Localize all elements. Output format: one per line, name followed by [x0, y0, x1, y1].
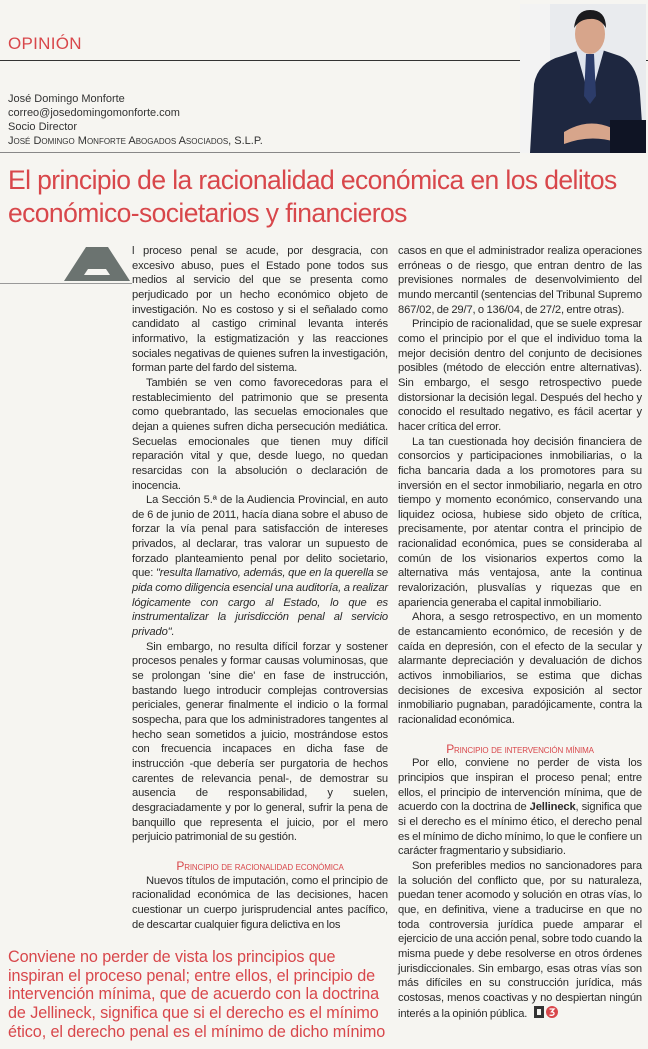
article-title: El principio de la racionalidad económica en los delitos económico-societarios y financieros — [8, 165, 617, 228]
author-firm: José Domingo Monforte Abogados Asociados, S.L.P. — [8, 135, 263, 147]
pull-quote: Conviene no perder de vista los principios que inspiran el proceso penal; entre ellos, el principio de intervención mínima, que de acuerdo con la doctrina de Jellineck, significa que si el derecho es el mínimo ético, el derecho penal es el mínimo de dicho mínimo — [8, 948, 386, 1041]
paragraph-text: Son preferibles medios no sancionadores para la solución del conflicto que, por su naturaleza, puedan tener acomodo y solución en otras vías, lo que, en definitiva, viene a traducirse en que no toda controversia jurídica puede amparar el ejercicio de una acción penal, sobre todo cuando la misma puede y debe resolverse en otros órdenes jurisdiccionales. Sin embargo, esas otras vías son más difíciles en su construcción jurídica, más costosas, menos coactivas y no despiertan ningún interés a la opinión pública. — [398, 859, 642, 1021]
paragraph — [132, 493, 388, 640]
paragraph — [398, 756, 642, 859]
article-body — [0, 164, 648, 1049]
article-columns — [0, 244, 648, 1041]
author-role: Socio Director — [8, 121, 78, 133]
bold-name: Jellineck — [529, 801, 576, 814]
drop-cap-a — [64, 247, 130, 281]
paragraph: Sin embargo, no resulta difícil forzar y sostener procesos penales y formar causas voluminosas, que se prolongan 'sine die' en fase de instrucción, bastando luego introducir complejas controversias periciales, generar finalmente el indicio o la formal sospecha, para que los administradores tangentes al hecho sean sometidos a juicio, mostrándose estos con frecuencia incapaces en dicha fase de instrucción -que debería ser purgatoria de hechos carentes de relevancia penal-, de demostrar su ausencia de responsabilidad, y suelen, desgraciadamente y por lo general, sufrir la pena de banquillo que representa el juicio, por el mero perjuicio patrimonial de su gestión. — [132, 640, 388, 844]
author-rule — [0, 152, 522, 153]
paragraph: Nuevos títulos de imputación, como el principio de racionalidad económica de las decisiones, hacen cuestionar un cuerpo jurisprudencial antes pacífico, de descartar cualquier figura delictiva en los — [132, 874, 388, 931]
article-column-left — [132, 244, 388, 932]
paragraph: l proceso penal se acude, por desgracia, con excesivo abuso, pues el Estado pone todos sus medios al servicio del que se presenta como perjudicado por un hecho económico objeto de investigación. No es costoso y si el señalado como candidato al castigo criminal levanta interés informativo, la estigmatización y las reacciones sociales negativas de quienes sufren la investigación, forman parte del fardo del sistema. — [132, 245, 388, 375]
paragraph-text: Por ello, conviene no perder de vista los principios que inspiran el proceso penal; entre ellos, el principio de intervención mínima, que de acuerdo con la doctrina de — [398, 757, 642, 814]
paragraph-text: , significa que si el derecho es el mínimo ético, el derecho penal es el mínimo de dicho mínimo, lo que le confiere un carácter fragmentario y subsidiario. — [398, 801, 642, 858]
subheading: Principio de intervención mínima — [446, 741, 594, 756]
author-name: José Domingo Monforte — [8, 93, 125, 105]
paragraph: Ahora, a sesgo retrospectivo, en un momento de estancamiento económico, de recesión y de caída en depresión, con el efecto de la secular y alarmante depreciación y devaluación de dichos activos inmobiliarios, se estima que dichas decisiones de excesiva exposición al sector inmobiliario pugnaban, paradójicamente, contra la racionalidad económica. — [398, 611, 642, 726]
article-column-right — [398, 244, 642, 1022]
drop-cap-rule — [0, 283, 132, 284]
paragraph-text: La Sección 5.ª de la Audiencia Provincial, en auto de 6 de junio de 2011, hacía diana sobre el abuso de forzar la vía penal para satisfacción de intereses privados, al declarar, tras valorar un supuesto de forzado planteamiento penal por delito societario, que: — [132, 494, 388, 580]
left-column-area — [0, 244, 390, 1041]
subheading: Principio de racionalidad económica — [176, 858, 344, 873]
paragraph: También se ven como favorecedoras para el restablecimiento del patrimonio que se presenta como quebrantado, las secuelas emocionales que dejan a quienes sufren dicha persecución mediática. Secuelas emocionales que tienen muy difícil reparación vital y que, desde luego, no quedan resarcidas con la absolución o declaración de inocencia. — [132, 376, 388, 492]
court-quote: "resulta llamativo, además, que en la querella se pida como diligencia esencial una auditoría, a realizar lógicamente con cargo al Estado, lo que es instrumentalizar la jurisdicción penal al servicio privado". — [132, 567, 388, 639]
end-of-article-mark-icon — [533, 1005, 559, 1019]
author-block — [8, 92, 508, 148]
author-email[interactable]: correo@josedomingomonforte.com — [8, 107, 180, 119]
paragraph: La tan cuestionada hoy decisión financiera de consorcios y participaciones inmobiliarias, o la ficha bancaria dada a los promotores para su inversión en el sector inmobiliario, negarla en otro tiempo y momento económico, conservando una liquidez ociosa, hubiese sido objeto de crítica, precisamente, por atentar contra el principio de racionalidad económica, pues se consideraba al común de los visionarios expertos como la alternativa más ventajosa, ante la continua revalorización, plusvalías y riquezas que en apariencia generaba el capital inmobiliario. — [398, 435, 642, 609]
paragraph — [398, 859, 642, 1022]
paragraph: casos en que el administrador realiza operaciones erróneas o de riesgo, que entran dentro de las previsiones normales de desenvolvimiento del mundo mercantil (sentencias del Tribunal Supremo 867/02, de 29/7, o 136/04, de 27/2, entre otras). — [398, 245, 642, 316]
author-photo — [520, 4, 646, 153]
header-rule — [0, 60, 522, 61]
paragraph: Principio de racionalidad, que se suele expresar como el principio por el que el individuo toma la mejor decisión dentro del conjunto de decisiones posibles (método de elección entre alternativas). Sin embargo, el sesgo retrospectivo puede distorsionar la decisión legal. Después del hecho y conocido el resultado negativo, es fácil acertar y hacer crítica del error. — [398, 318, 642, 433]
section-label: OPINIÓN — [8, 34, 82, 53]
